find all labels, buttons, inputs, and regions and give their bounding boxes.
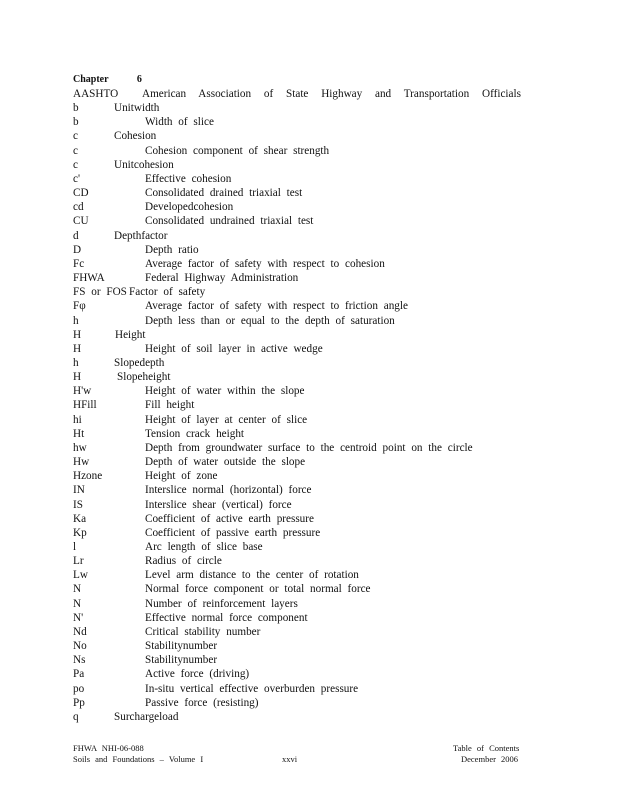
- definition: Depth of water outside the slope: [145, 456, 306, 469]
- symbol: CU: [73, 215, 89, 228]
- symbol: Pa: [73, 668, 85, 681]
- definition: Height of zone: [145, 470, 218, 483]
- list-item: [73, 611, 593, 625]
- chapter-heading: [73, 74, 142, 85]
- symbol: Ht: [73, 427, 85, 440]
- definition: Number of reinforcement layers: [145, 597, 298, 610]
- list-item: [73, 229, 593, 243]
- list-item: [73, 667, 593, 681]
- list-item: [73, 243, 593, 257]
- definition: Cohesion: [114, 130, 157, 143]
- symbol: IN: [73, 484, 85, 497]
- symbol: Fφ: [73, 300, 86, 313]
- definition: Stabilitynumber: [145, 640, 218, 653]
- symbol: c: [73, 144, 78, 157]
- definition: Effective normal force component: [145, 611, 308, 624]
- symbol: N: [73, 583, 82, 596]
- symbol: HFill: [73, 399, 97, 412]
- footer-document-id: FHWA NHI-06-088: [73, 743, 144, 753]
- definition: Height of water within the slope: [145, 385, 305, 398]
- chapter-label: Chapter: [73, 74, 109, 85]
- symbol: Fc: [73, 257, 85, 270]
- definition: Stabilitynumber: [145, 654, 218, 667]
- definition: Arc length of slice base: [145, 541, 263, 553]
- list-item: [73, 427, 593, 441]
- symbol: AASHTO: [73, 88, 119, 100]
- list-item: [73, 682, 593, 696]
- symbol: Kp: [73, 526, 87, 539]
- definition: Surchargeload: [114, 710, 179, 723]
- symbol: H: [73, 371, 82, 384]
- list-item: [73, 370, 593, 384]
- symbol: Hzone: [73, 470, 103, 483]
- list-item: [73, 200, 593, 214]
- list-item: [73, 639, 593, 653]
- symbol: IS: [73, 498, 83, 511]
- definition: Active force (driving): [145, 668, 250, 681]
- symbol: c': [73, 172, 80, 185]
- symbol: H'w: [73, 385, 92, 398]
- symbol: Pp: [73, 696, 85, 709]
- list-item: [73, 554, 593, 568]
- list-item: [73, 115, 593, 129]
- symbol: h: [73, 314, 79, 327]
- symbol: b: [73, 116, 79, 129]
- symbol: Lr: [73, 555, 84, 568]
- symbol: No: [73, 640, 87, 653]
- definition: In-situ vertical effective overburden pressure: [145, 682, 359, 695]
- list-item: [73, 540, 593, 554]
- list-item: [73, 158, 593, 172]
- definition: Slopedepth: [114, 356, 165, 369]
- list-item: [73, 285, 593, 299]
- symbol: N': [73, 611, 84, 624]
- list-item: [73, 582, 593, 596]
- definition: Width of slice: [145, 116, 214, 129]
- list-item: [73, 214, 593, 228]
- definition: Level arm distance to the center of rotation: [145, 569, 359, 582]
- symbol-list: [73, 87, 593, 724]
- definition: Average factor of safety with respect to cohesion: [145, 257, 385, 270]
- list-item: [73, 101, 593, 115]
- definition: Radius of circle: [145, 555, 222, 568]
- list-item: [73, 314, 593, 328]
- symbol: hw: [73, 441, 87, 454]
- definition: Coefficient of passive earth pressure: [145, 526, 321, 539]
- list-item: [73, 186, 593, 200]
- symbol: q: [73, 710, 79, 723]
- list-item: [73, 568, 593, 582]
- footer-section-title: Table of Contents: [453, 743, 520, 753]
- symbol: po: [73, 682, 85, 695]
- symbol: Ka: [73, 512, 87, 525]
- symbol: d: [73, 229, 79, 242]
- list-item: [73, 342, 593, 356]
- definition: Consolidated drained triaxial test: [145, 187, 303, 200]
- definition: Unitwidth: [114, 102, 160, 115]
- definition: Consolidated undrained triaxial test: [145, 215, 314, 228]
- symbol: b: [73, 102, 79, 115]
- list-item: [73, 257, 593, 271]
- list-item: [73, 398, 593, 412]
- footer-volume-title: Soils and Foundations – Volume I: [73, 754, 204, 764]
- list-item: [73, 87, 593, 101]
- symbol: Lw: [73, 569, 88, 582]
- list-item: [73, 696, 593, 710]
- list-item: [73, 597, 593, 611]
- list-item: [73, 526, 593, 540]
- chapter-number: 6: [136, 74, 142, 85]
- definition: Tension crack height: [145, 427, 245, 440]
- definition: Depthfactor: [114, 229, 168, 242]
- list-item: [73, 512, 593, 526]
- definition: Depth from groundwater surface to the centroid point on the circle: [145, 441, 473, 454]
- list-item: [73, 710, 593, 724]
- footer-page-number: xxvi: [282, 754, 298, 764]
- list-item: [73, 172, 593, 186]
- definition: Normal force component or total normal force: [145, 583, 371, 596]
- symbol: l: [73, 541, 77, 553]
- symbol: FHWA: [73, 272, 105, 285]
- symbol: Hw: [73, 456, 90, 469]
- definition: Depth less than or equal to the depth of saturation: [145, 314, 395, 327]
- list-item: [73, 441, 593, 455]
- list-item: [73, 328, 593, 342]
- list-item: [73, 653, 593, 667]
- definition: Effective cohesion: [145, 172, 232, 185]
- symbol: Ns: [73, 654, 86, 667]
- symbol: D: [73, 243, 82, 256]
- list-item: [73, 455, 593, 469]
- definition: Passive force (resisting): [145, 696, 259, 709]
- list-item: [73, 129, 593, 143]
- definition: American Association of State Highway and Transportation Officials: [142, 88, 521, 100]
- list-item: [73, 144, 593, 158]
- definition: Average factor of safety with respect to friction angle: [145, 300, 408, 313]
- definition: Coefficient of active earth pressure: [145, 512, 314, 525]
- symbol: N: [73, 597, 82, 610]
- list-item: [73, 271, 593, 285]
- symbol: hi: [73, 413, 82, 426]
- symbol: CD: [73, 187, 89, 200]
- definition: Interslice normal (horizontal) force: [145, 484, 312, 497]
- symbol: cd: [73, 201, 84, 214]
- definition: Developedcohesion: [145, 201, 234, 214]
- list-item: [73, 384, 593, 398]
- definition: Interslice shear (vertical) force: [145, 498, 292, 511]
- definition: Factor of safety: [129, 286, 206, 299]
- symbol: h: [73, 356, 79, 369]
- definition: Height: [115, 328, 146, 341]
- list-item: [73, 356, 593, 370]
- list-item: [73, 299, 593, 313]
- list-item: [73, 483, 593, 497]
- definition: Unitcohesion: [114, 158, 174, 171]
- symbol: c: [73, 158, 78, 171]
- symbol: c: [73, 130, 78, 143]
- definition: Critical stability number: [145, 625, 261, 638]
- definition: Height of layer at center of slice: [145, 413, 308, 426]
- definition: Depth ratio: [145, 243, 199, 256]
- symbol: H: [73, 328, 82, 341]
- definition: Height of soil layer in active wedge: [145, 342, 323, 355]
- footer-date: December 2006: [461, 754, 519, 764]
- list-item: [73, 625, 593, 639]
- list-item: [73, 413, 593, 427]
- definition: Slopeheight: [117, 371, 171, 384]
- definition: Fill height: [145, 399, 195, 412]
- definition: Federal Highway Administration: [145, 272, 299, 285]
- symbol: Nd: [73, 625, 87, 638]
- definition: Cohesion component of shear strength: [145, 144, 330, 157]
- symbol: FS or FOS: [73, 286, 127, 299]
- list-item: [73, 469, 593, 483]
- list-item: [73, 498, 593, 512]
- symbol: H: [73, 342, 82, 355]
